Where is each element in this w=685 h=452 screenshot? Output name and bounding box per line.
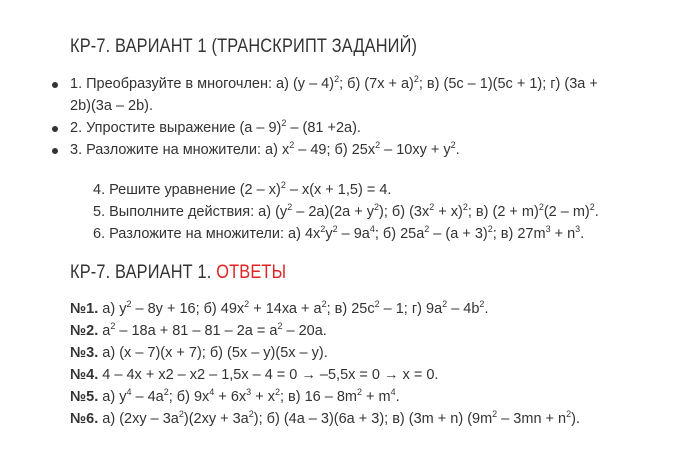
heading-text: КР-7. ВАРИАНТ 1.: [70, 262, 217, 283]
exponent: 2: [321, 299, 327, 310]
answer-text: + m: [362, 389, 391, 405]
answer-text: .: [484, 301, 489, 317]
exponent: 2: [450, 140, 456, 151]
bullet-icon: [52, 82, 58, 88]
answer-text: + 14ха + а: [249, 301, 322, 317]
task-text: – 10ху + у: [380, 142, 451, 158]
answer-text: ; б) 9х: [168, 389, 210, 405]
exponent: 2: [442, 299, 448, 310]
answer-number: №3.: [70, 345, 99, 361]
exponent: 4: [390, 387, 396, 398]
exponent: 2: [320, 224, 326, 235]
task-text: ; б) 25а: [374, 226, 425, 242]
exponent: 2: [424, 224, 430, 235]
exponent: 2: [538, 202, 544, 213]
answer-text: – 3mn + n: [497, 411, 567, 427]
answer-text: 4 – 4х + х2 – х2 – 1,5х – 4 = 0 → –5,5х = 0 → х = 0.: [98, 367, 439, 383]
answer-text: ; в) 16 – 8m: [279, 389, 357, 405]
answer-6: [70, 408, 680, 430]
exponent: 2: [332, 224, 338, 235]
list-item-task-2: [52, 117, 677, 139]
task-text: 4. Решите уравнение (2 – х): [93, 182, 281, 198]
list-item-task-3: [52, 139, 677, 161]
answer-text: + 6х: [214, 389, 247, 405]
task-text: ; в) (5с – 1)(5с + 1); г) (3а +: [418, 76, 598, 92]
exponent: 3: [246, 387, 252, 398]
task-list: [52, 73, 677, 161]
task-text: 2b)(3а – 2b).: [70, 98, 154, 114]
exponent: 2: [274, 387, 280, 398]
answer-text: .: [395, 389, 400, 405]
answer-5: [70, 386, 680, 408]
answer-text: а) у: [98, 389, 127, 405]
answer-text: – 1; г) 9а: [379, 301, 443, 317]
exponent: 2: [334, 74, 340, 85]
answer-text: – 8у + 16; б) 49х: [131, 301, 245, 317]
task-text: ; в) 27m: [492, 226, 546, 242]
answer-text: а) у: [98, 301, 127, 317]
answer-text: а) (х – 7)(х + 7); б) (5х – у)(5х – у).: [98, 345, 328, 361]
exponent: 2: [244, 299, 250, 310]
task-text: – (а + 3): [429, 226, 488, 242]
exponent: 2: [281, 118, 287, 129]
answer-text: – 4а: [131, 389, 164, 405]
bullet-icon: [52, 126, 58, 132]
exponent: 4: [209, 387, 215, 398]
page-title-answers: [70, 262, 286, 284]
answer-text: а) (2ху – 3а: [98, 411, 179, 427]
task-text: ); б) (3х: [379, 204, 430, 220]
task-text: – 9а: [337, 226, 370, 242]
task-text: .: [580, 226, 585, 242]
exponent: 2: [374, 202, 380, 213]
task-6: [93, 223, 683, 245]
exponent: 2: [374, 299, 380, 310]
answer-number: №5.: [70, 389, 99, 405]
answer-text: )(2ху + 3а: [183, 411, 249, 427]
exponent: 2: [375, 140, 381, 151]
task-text: 6. Разложите на множители: а) 4х: [93, 226, 321, 242]
answer-text: а: [98, 323, 111, 339]
answer-text: – 20а.: [282, 323, 327, 339]
exponent: 2: [566, 409, 572, 420]
exponent: 3: [575, 224, 581, 235]
exponent: 2: [110, 321, 116, 332]
task-text: у: [325, 226, 333, 242]
answer-text: – 4b: [447, 301, 480, 317]
exponent: 3: [545, 224, 551, 235]
answer-text: ); б) (4а – 3)(6а + 3); в) (3m + n) (9m: [253, 411, 493, 427]
answer-text: ).: [571, 411, 580, 427]
answer-text: – 18а + 81 – 81 – 2а = а: [115, 323, 278, 339]
exponent: 2: [462, 202, 468, 213]
answer-3: [70, 342, 680, 364]
exponent: 2: [479, 299, 485, 310]
task-text: + х): [434, 204, 463, 220]
task-text: (2 – m): [543, 204, 590, 220]
task-text: 1. Преобразуйте в многочлен: а) (у – 4): [70, 76, 335, 92]
page-title-tasks: КР-7. ВАРИАНТ 1 (ТРАНСКРИПТ ЗАДАНИЙ): [70, 36, 418, 57]
exponent: 2: [589, 202, 595, 213]
task-text: – 49; б) 25х: [294, 142, 376, 158]
task-text: .: [594, 204, 599, 220]
answer-2: [70, 320, 680, 342]
answer-number: №4.: [70, 367, 99, 383]
task-text: – (81 +2а).: [286, 120, 361, 136]
task-text: – 2а)(2а + у: [292, 204, 375, 220]
answer-text: + х: [251, 389, 275, 405]
exponent: 2: [178, 409, 184, 420]
task-text: 5. Выполните действия: а) (у: [93, 204, 288, 220]
exponent: 2: [287, 202, 293, 213]
bullet-icon: [52, 148, 58, 154]
exponent: 2: [429, 202, 435, 213]
task-text: .: [455, 142, 460, 158]
task-text: – х(х + 1,5) = 4.: [285, 182, 392, 198]
answer-1: [70, 298, 680, 320]
exponent: 2: [126, 299, 132, 310]
exponent: 4: [126, 387, 132, 398]
exponent: 2: [163, 387, 169, 398]
task-text: 2. Упростите выражение (а – 9): [70, 120, 282, 136]
answer-number: №6.: [70, 411, 99, 427]
exponent: 2: [277, 321, 283, 332]
answer-text: ; в) 25с: [326, 301, 375, 317]
exponent: 2: [487, 224, 493, 235]
task-text: 3. Разложите на множители: а) х: [70, 142, 290, 158]
heading-highlight: ОТВЕТЫ: [216, 262, 287, 283]
list-item-task-1: [52, 73, 677, 117]
task-text: ; в) (2 + m): [467, 204, 539, 220]
exponent: 2: [289, 140, 295, 151]
task-5: [93, 201, 683, 223]
exponent: 2: [492, 409, 498, 420]
task-text: + n: [550, 226, 576, 242]
exponent: 2: [413, 74, 419, 85]
answer-number: №2.: [70, 323, 99, 339]
exponent: 2: [248, 409, 254, 420]
exponent: 2: [280, 180, 286, 191]
answer-4: [70, 364, 680, 386]
task-text: ; б) (7х + а): [339, 76, 414, 92]
exponent: 4: [369, 224, 375, 235]
task-4: [93, 179, 683, 201]
answer-number: №1.: [70, 301, 99, 317]
exponent: 2: [356, 387, 362, 398]
